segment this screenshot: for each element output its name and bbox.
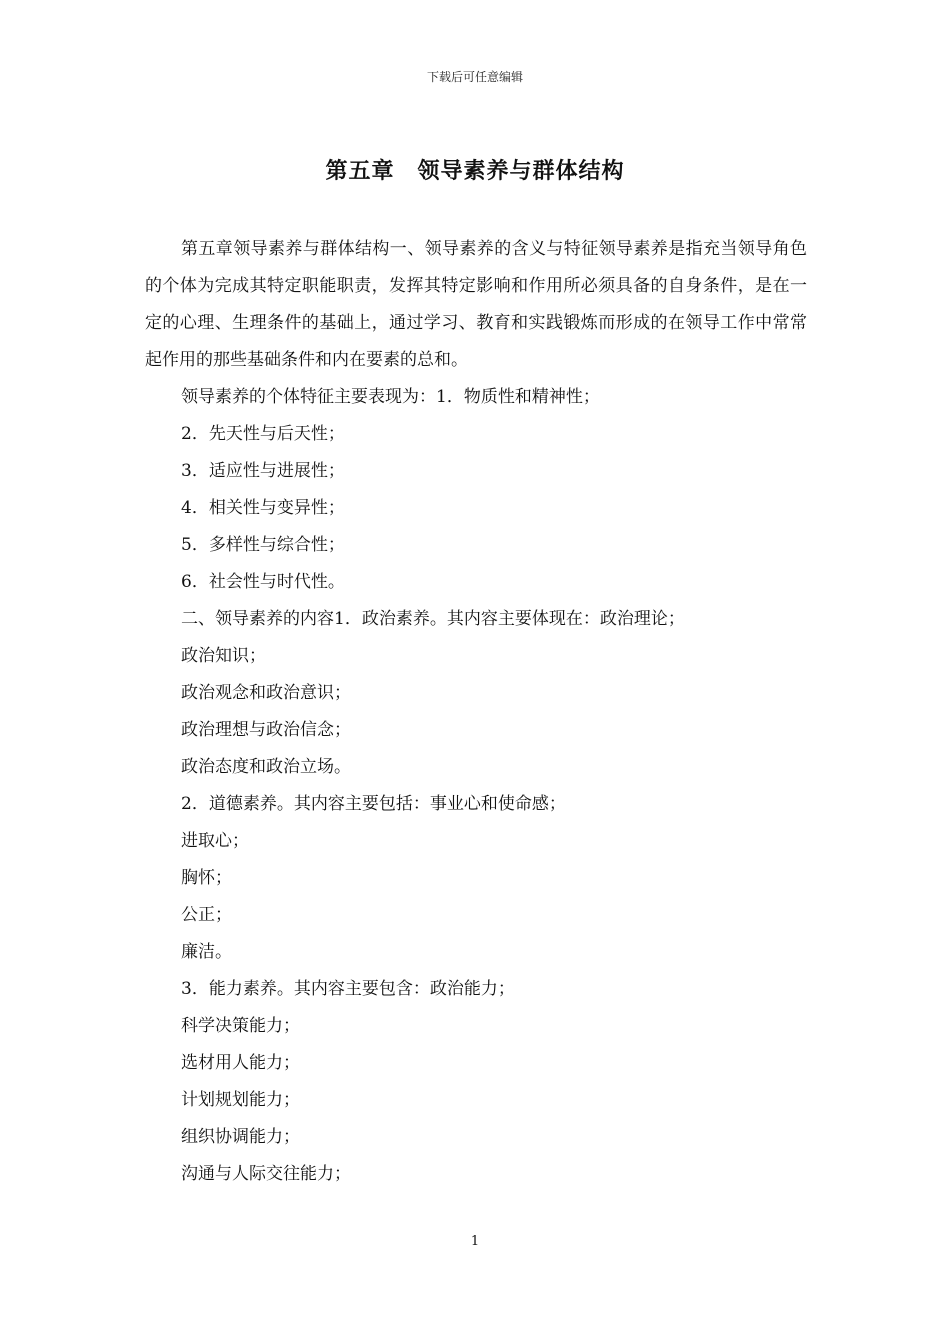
text-line: 廉洁。 [181, 942, 232, 962]
text-line: 3．适应性与进展性； [181, 461, 345, 481]
text-line: 组织协调能力； [181, 1127, 300, 1147]
text-line: 政治知识； [181, 646, 266, 666]
text-line: 选材用人能力； [181, 1053, 300, 1073]
text-line: 胸怀； [181, 868, 232, 888]
text-line: 计划规划能力； [181, 1090, 300, 1110]
text-line: 沟通与人际交往能力； [181, 1164, 351, 1184]
text-line: 政治理想与政治信念； [181, 720, 351, 740]
text-line: 进取心； [181, 831, 249, 851]
intro-paragraph: 第五章领导素养与群体结构一、领导素养的含义与特征领导素养是指充当领导角色的个体为完成其特定职能职责，发挥其特定影响和作用所必须具备的自身条件，是在一定的心理、生理条件的基础上，通过学习、教育和实践锻炼而形成的在领导工作中常常起作用的那些基础条件和内在要素的总和。 [145, 239, 807, 370]
text-line: 科学决策能力； [181, 1016, 300, 1036]
text-line: 2．先天性与后天性； [181, 424, 345, 444]
text-line: 2．道德素养。其内容主要包括：事业心和使命感； [181, 794, 566, 814]
text-line: 领导素养的个体特征主要表现为：1．物质性和精神性； [181, 387, 600, 407]
document-body [145, 231, 807, 1193]
text-line: 5．多样性与综合性； [181, 535, 345, 555]
text-line: 二、领导素养的内容1．政治素养。其内容主要体现在：政治理论； [181, 609, 685, 629]
text-line: 政治观念和政治意识； [181, 683, 351, 703]
header-note: 下载后可任意编辑 [426, 70, 523, 84]
text-line: 6．社会性与时代性。 [181, 572, 345, 592]
page-title: 第五章 领导素养与群体结构 [325, 158, 625, 184]
text-line: 4．相关性与变异性； [181, 498, 345, 518]
page-number: 1 [470, 1234, 480, 1249]
text-line: 政治态度和政治立场。 [181, 757, 351, 777]
text-line: 公正； [181, 905, 232, 925]
text-line: 3．能力素养。其内容主要包含：政治能力； [181, 979, 515, 999]
